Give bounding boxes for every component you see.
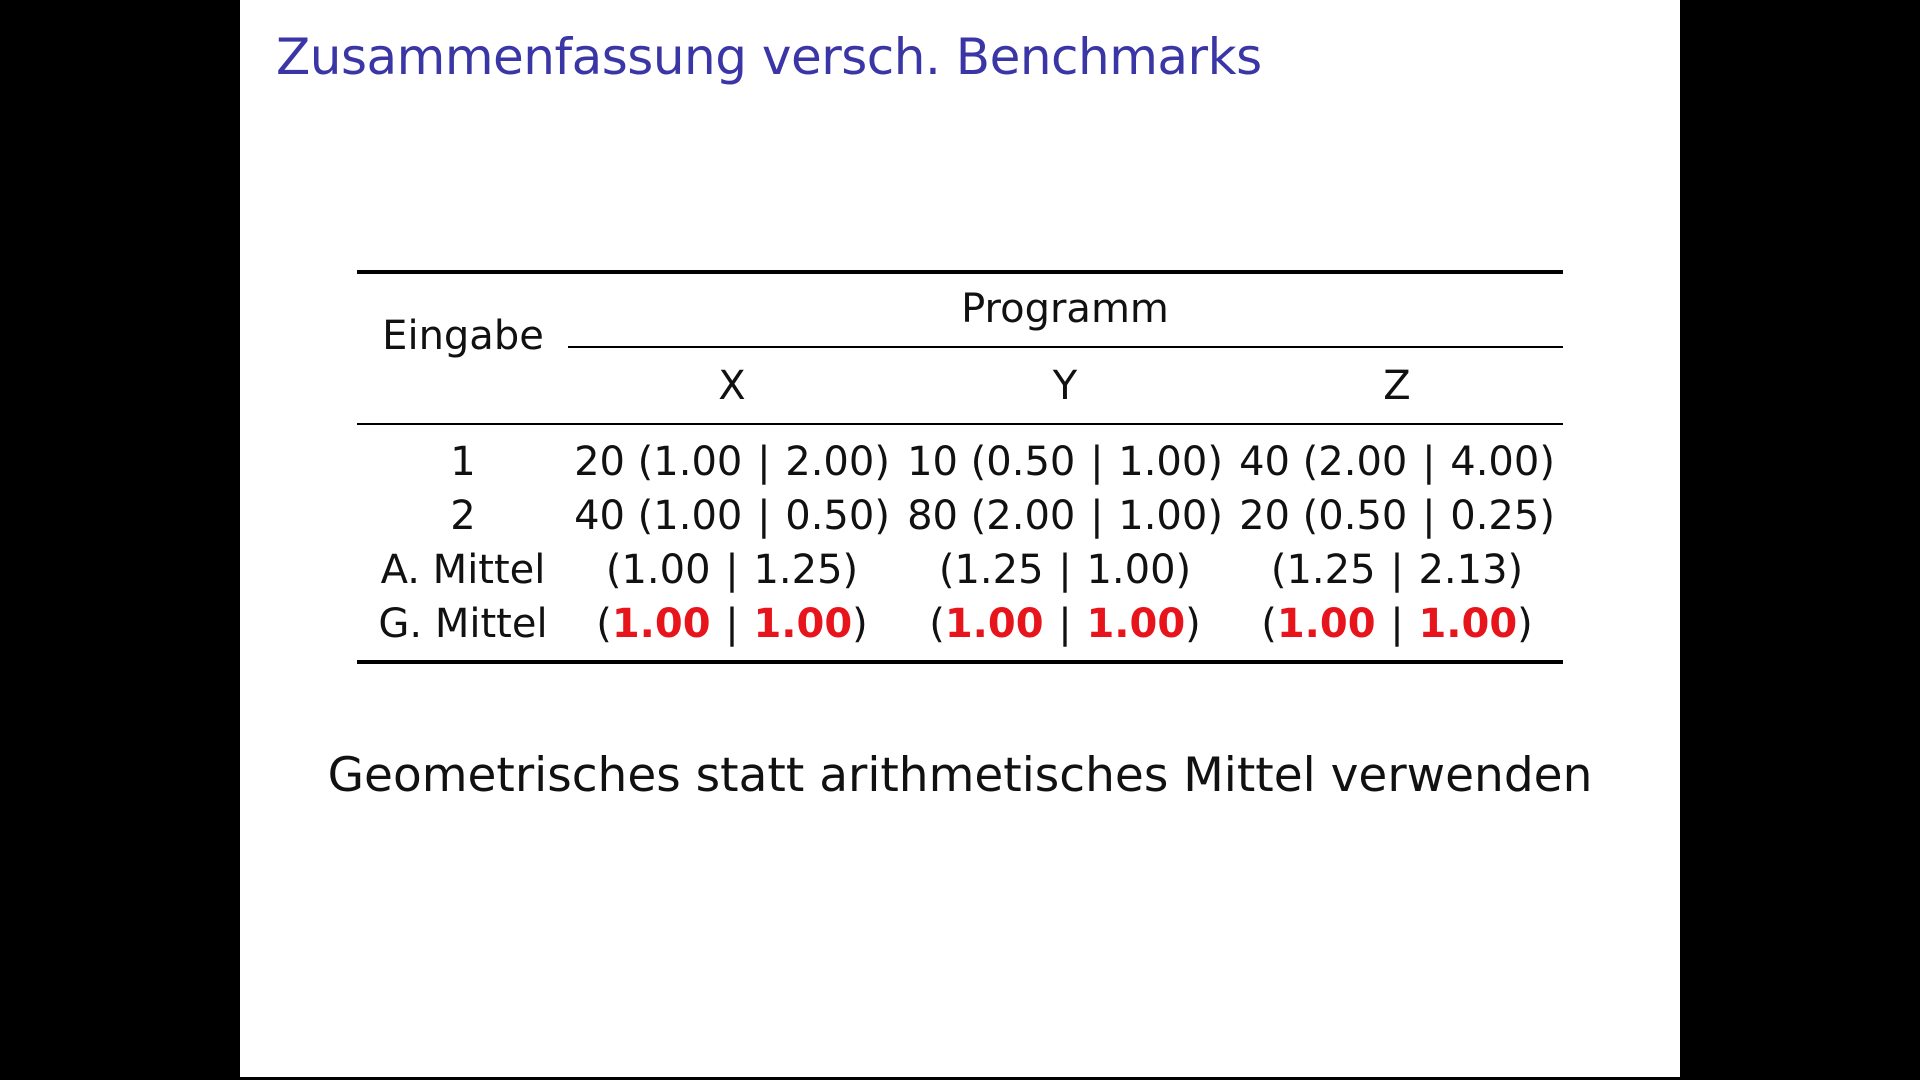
cell-suffix: ) bbox=[1517, 601, 1533, 647]
table-cell bbox=[1239, 438, 1555, 486]
cell-value-a: 1.25 bbox=[954, 547, 1044, 593]
cell-value-b: 1.25 bbox=[753, 547, 843, 593]
cell-value-b: 1.00 bbox=[1118, 493, 1208, 539]
cell-value-b: 0.50 bbox=[785, 493, 875, 539]
cell-separator: | bbox=[725, 547, 739, 593]
cell-value-a: 1.00 bbox=[611, 601, 711, 647]
cell-prefix: ( bbox=[605, 547, 622, 593]
table-group-rule bbox=[568, 346, 1563, 348]
cell-prefix: 40 ( bbox=[1239, 439, 1319, 485]
table-cell bbox=[1261, 600, 1533, 648]
table-cell bbox=[574, 438, 890, 486]
group-header-programm: Programm bbox=[961, 286, 1169, 332]
cell-value-a: 1.00 bbox=[621, 547, 711, 593]
cell-value-b: 1.00 bbox=[753, 601, 853, 647]
cell-suffix: ) bbox=[874, 493, 890, 539]
cell-value-a: 1.00 bbox=[653, 439, 743, 485]
table-cell bbox=[606, 546, 858, 594]
cell-value-a: 2.00 bbox=[1318, 439, 1408, 485]
cell-separator: | bbox=[1422, 493, 1436, 539]
cell-separator: | bbox=[1090, 493, 1104, 539]
cell-value-a: 1.00 bbox=[944, 601, 1044, 647]
table-cell bbox=[907, 438, 1223, 486]
cell-value-a: 2.00 bbox=[986, 493, 1076, 539]
table-cell bbox=[929, 600, 1201, 648]
column-header-y: Y bbox=[1052, 363, 1078, 409]
cell-separator: | bbox=[1058, 547, 1072, 593]
cell-prefix: ( bbox=[596, 601, 612, 647]
slide bbox=[240, 0, 1680, 1077]
cell-separator: | bbox=[757, 439, 771, 485]
table-cell bbox=[939, 546, 1191, 594]
cell-value-b: 2.13 bbox=[1418, 547, 1508, 593]
conclusion-text: Geometrisches statt arithmetisches Mittel verwenden bbox=[327, 748, 1593, 803]
row-label: 1 bbox=[450, 439, 476, 485]
cell-suffix: ) bbox=[1207, 493, 1223, 539]
cell-suffix: ) bbox=[1539, 439, 1555, 485]
cell-separator: | bbox=[1090, 439, 1104, 485]
row-label: 2 bbox=[450, 493, 476, 539]
cell-prefix: ( bbox=[929, 601, 945, 647]
table-header-rule bbox=[357, 423, 1563, 425]
cell-value-b: 4.00 bbox=[1450, 439, 1540, 485]
cell-prefix: 20 ( bbox=[574, 439, 654, 485]
cell-value-a: 1.00 bbox=[1276, 601, 1376, 647]
cell-suffix: ) bbox=[874, 439, 890, 485]
table-cell bbox=[1271, 546, 1523, 594]
cell-separator: | bbox=[757, 493, 771, 539]
table-cell bbox=[574, 492, 890, 540]
table-cell bbox=[907, 492, 1223, 540]
cell-separator: | bbox=[725, 601, 739, 647]
table-cell bbox=[1239, 492, 1555, 540]
cell-value-b: 1.00 bbox=[1418, 601, 1518, 647]
column-header-z: Z bbox=[1383, 363, 1411, 409]
cell-value-b: 1.00 bbox=[1086, 547, 1176, 593]
cell-prefix: 20 ( bbox=[1239, 493, 1319, 539]
cell-suffix: ) bbox=[1539, 493, 1555, 539]
cell-separator: | bbox=[1390, 547, 1404, 593]
cell-value-b: 1.00 bbox=[1086, 601, 1186, 647]
row-label: G. Mittel bbox=[378, 601, 548, 647]
column-header-x: X bbox=[718, 363, 746, 409]
cell-prefix: ( bbox=[938, 547, 955, 593]
cell-suffix: ) bbox=[1185, 601, 1201, 647]
cell-prefix: ( bbox=[1270, 547, 1287, 593]
cell-value-a: 1.00 bbox=[653, 493, 743, 539]
table-bottom-rule bbox=[357, 660, 1563, 664]
cell-value-a: 1.25 bbox=[1286, 547, 1376, 593]
table-cell bbox=[596, 600, 868, 648]
cell-suffix: ) bbox=[852, 601, 868, 647]
cell-suffix: ) bbox=[842, 547, 859, 593]
cell-separator: | bbox=[1390, 601, 1404, 647]
cell-value-a: 0.50 bbox=[986, 439, 1076, 485]
row-label: A. Mittel bbox=[380, 547, 546, 593]
cell-value-b: 0.25 bbox=[1450, 493, 1540, 539]
cell-prefix: 80 ( bbox=[907, 493, 987, 539]
slide-title: Zusammenfassung versch. Benchmarks bbox=[276, 28, 1262, 86]
cell-value-b: 1.00 bbox=[1118, 439, 1208, 485]
row-header-eingabe: Eingabe bbox=[382, 313, 544, 359]
cell-separator: | bbox=[1058, 601, 1072, 647]
cell-prefix: 40 ( bbox=[574, 493, 654, 539]
cell-prefix: 10 ( bbox=[907, 439, 987, 485]
cell-value-b: 2.00 bbox=[785, 439, 875, 485]
cell-suffix: ) bbox=[1207, 439, 1223, 485]
cell-separator: | bbox=[1422, 439, 1436, 485]
table-top-rule bbox=[357, 270, 1563, 274]
cell-suffix: ) bbox=[1507, 547, 1524, 593]
cell-suffix: ) bbox=[1175, 547, 1192, 593]
cell-prefix: ( bbox=[1261, 601, 1277, 647]
cell-value-a: 0.50 bbox=[1318, 493, 1408, 539]
